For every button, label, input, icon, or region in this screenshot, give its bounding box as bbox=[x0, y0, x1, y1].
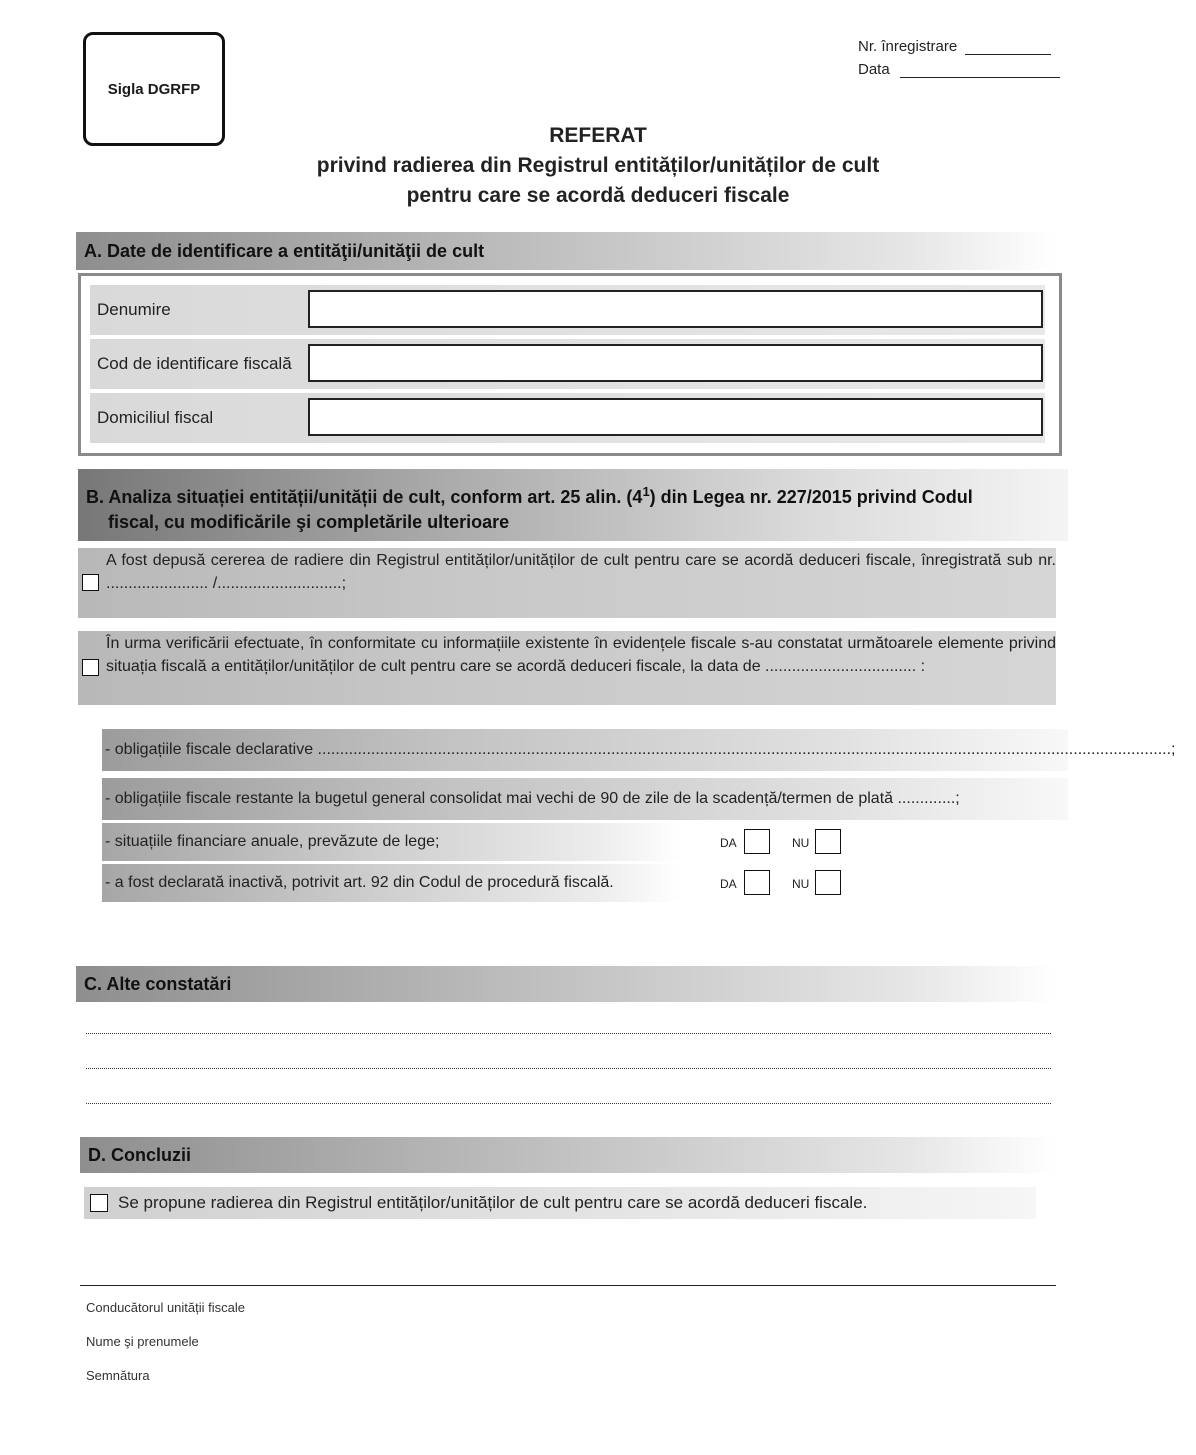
registration-date bbox=[858, 61, 1060, 78]
section-d-heading: D. Concluzii bbox=[80, 1137, 1056, 1173]
obligatii-restante: - obligațiile fiscale restante la bugetul general consolidat mai vechi de 90 de zile de la scadență/termen de plată .............; bbox=[102, 778, 1068, 820]
cerere-text: A fost depusă cererea de radiere din Registrul entităților/unităților de cult pentru care se acordă deduceri fiscale, înregistrată sub nr. ....................... /............................; bbox=[106, 552, 1056, 592]
verificare-text: În urma verificării efectuate, în conformitate cu informațiile existente în evidențele fiscale s-au constatat următoarele elemente privind situația fiscală a entităților/unităților de cult pentru care se acordă deduceri fiscale, la data de .................................. : bbox=[106, 635, 1056, 675]
domiciliu-input[interactable] bbox=[308, 398, 1043, 436]
denumire-input[interactable] bbox=[308, 290, 1043, 328]
page-subtitle-1: privind radierea din Registrul entităților/unităților de cult bbox=[316, 154, 880, 177]
signature-sign-label: Semnătura bbox=[86, 1368, 150, 1383]
obligatii-declarative: - obligațiile fiscale declarative ................................................................................................................................................................................................; bbox=[102, 729, 1068, 771]
verificare-checkbox[interactable] bbox=[82, 659, 99, 676]
alte-constatari-line-3[interactable] bbox=[86, 1102, 1051, 1104]
section-b-heading bbox=[78, 469, 1068, 541]
signature-divider bbox=[80, 1285, 1056, 1286]
registration-field[interactable] bbox=[965, 40, 1051, 55]
nu-label-inactiva: NU bbox=[792, 877, 810, 891]
logo-label: Sigla DGRFP bbox=[107, 80, 201, 98]
date-field[interactable] bbox=[900, 63, 1060, 78]
section-b-heading-pre: B. Analiza situației entității/unității de cult, conform art. 25 alin. (4 bbox=[86, 487, 643, 507]
signature-name-label: Nume şi prenumele bbox=[86, 1334, 199, 1349]
declarata-inactiva: - a fost declarată inactivă, potrivit art. 92 din Codul de procedură fiscală. bbox=[102, 864, 682, 902]
radiere-text: Se propune radierea din Registrul entităților/unităților de cult pentru care se acordă deduceri fiscale. bbox=[118, 1193, 868, 1212]
field-label-denumire: Denumire bbox=[97, 300, 171, 319]
alte-constatari-line-1[interactable] bbox=[86, 1032, 1051, 1034]
situatii-financiare: - situațiile financiare anuale, prevăzute de lege; bbox=[102, 823, 682, 861]
field-label-cif: Cod de identificare fiscală bbox=[97, 354, 292, 373]
registration-number bbox=[858, 38, 1051, 55]
signature-head-label: Conducătorul unității fiscale bbox=[86, 1300, 245, 1315]
da-checkbox-inactiva[interactable] bbox=[744, 870, 770, 895]
cerere-checkbox[interactable] bbox=[82, 574, 99, 591]
da-label-inactiva: DA bbox=[720, 877, 737, 891]
section-b-heading-line2: fiscal, cu modificările şi completările ulterioare bbox=[108, 512, 510, 532]
cif-input[interactable] bbox=[308, 344, 1043, 382]
section-b-heading-line1 bbox=[86, 479, 1068, 510]
section-c-heading: C. Alte constatări bbox=[76, 966, 1056, 1002]
section-b-heading-sup: 1 bbox=[642, 484, 650, 499]
conclusion-row bbox=[84, 1187, 1036, 1219]
da-checkbox-financiare[interactable] bbox=[744, 829, 770, 854]
nu-checkbox-financiare[interactable] bbox=[815, 829, 841, 854]
field-row-cif bbox=[90, 339, 1045, 389]
registration-label: Nr. înregistrare bbox=[858, 38, 958, 55]
da-label-financiare: DA bbox=[720, 836, 737, 850]
field-row-denumire bbox=[90, 285, 1045, 335]
nu-checkbox-inactiva[interactable] bbox=[815, 870, 841, 895]
field-label-domiciliu: Domiciliul fiscal bbox=[97, 408, 214, 427]
page-title: REFERAT bbox=[549, 124, 647, 147]
date-label: Data bbox=[858, 61, 890, 78]
alte-constatari-line-2[interactable] bbox=[86, 1067, 1051, 1069]
radiere-checkbox[interactable] bbox=[90, 1194, 108, 1212]
page-subtitle-2: pentru care se acordă deduceri fiscale bbox=[406, 184, 790, 207]
section-a-heading: A. Date de identificare a entităţii/unităţii de cult bbox=[76, 232, 1056, 270]
field-row-domiciliu bbox=[90, 393, 1045, 443]
nu-label-financiare: NU bbox=[792, 836, 810, 850]
section-b-heading-post: ) din Legea nr. 227/2015 privind Codul bbox=[649, 487, 973, 507]
